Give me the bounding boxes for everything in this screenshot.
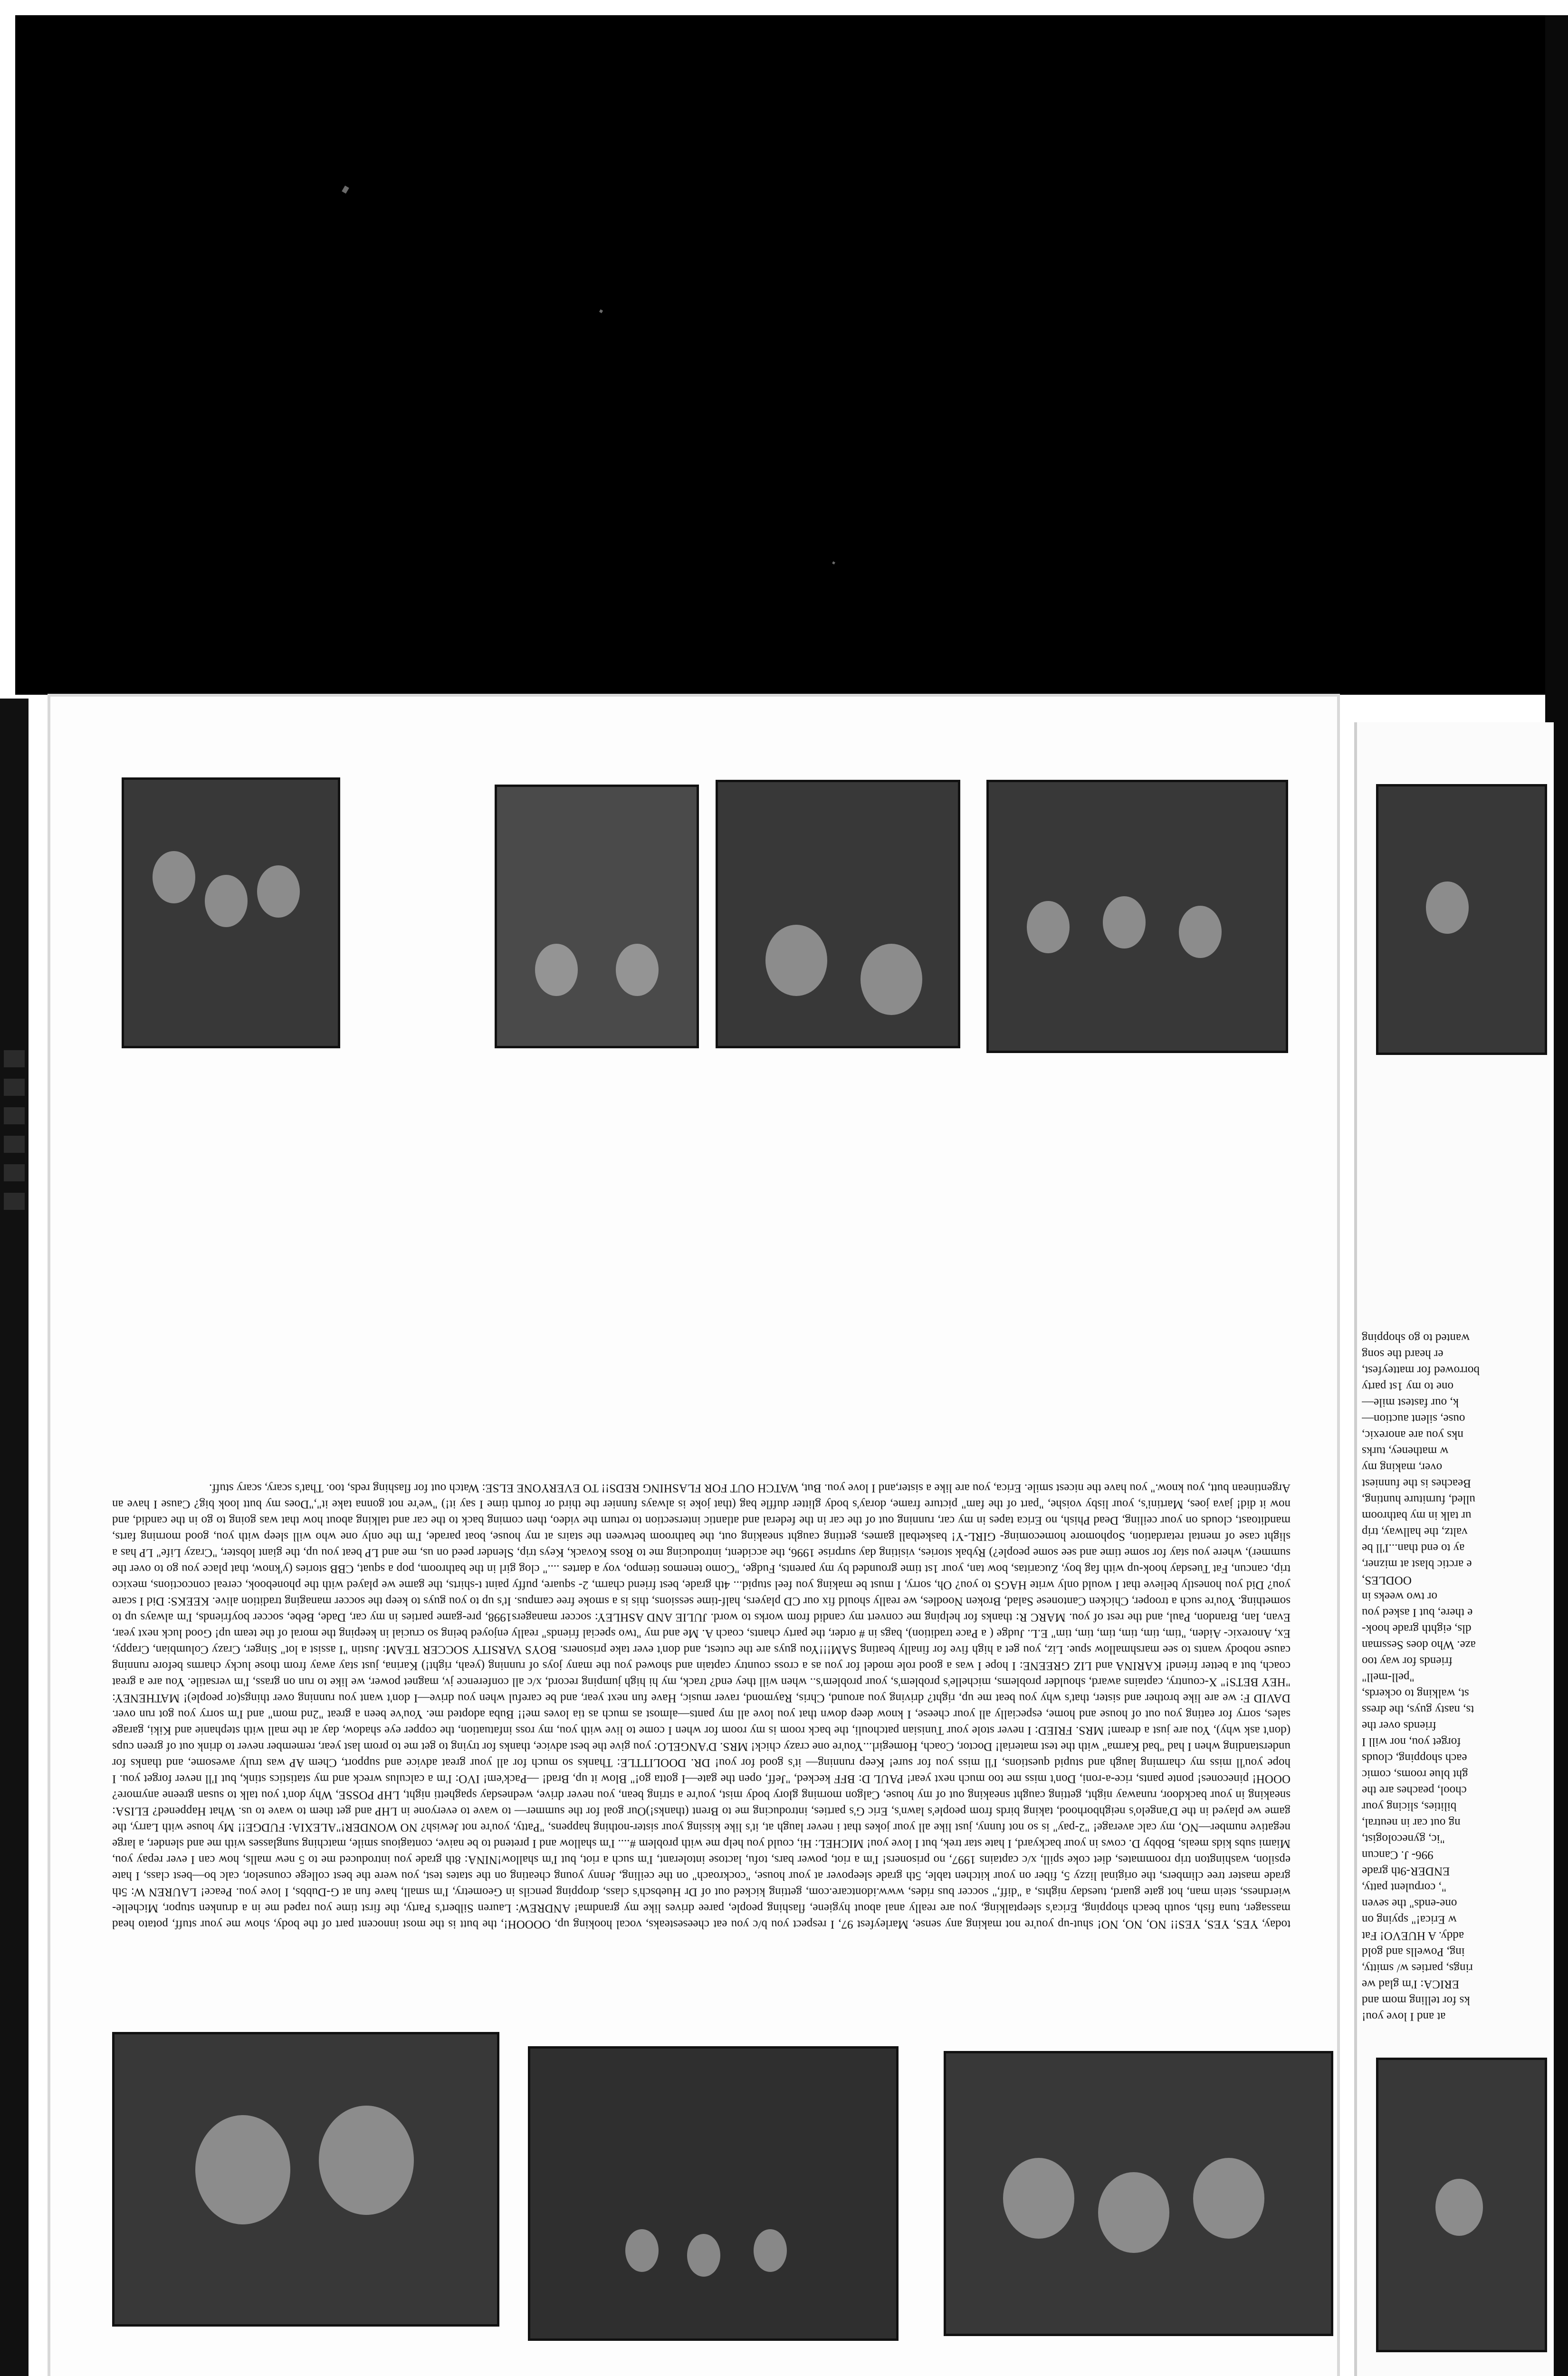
photo-adjacent-bottom [1376, 2058, 1547, 2352]
candid-text-block [112, 1072, 1291, 1932]
edge-line: friends for way too [1362, 1655, 1453, 1667]
edge-line: e there, but I asked you [1362, 1606, 1473, 1619]
edge-line: e arctic blast at mizner, [1362, 1558, 1472, 1571]
edge-line: bilities, slicing your [1362, 1800, 1457, 1813]
edge-line: er heard the song [1362, 1348, 1444, 1360]
edge-line: or two weeks in [1362, 1590, 1437, 1603]
edge-strip [4, 1050, 25, 1067]
adjacent-page-text [1362, 1083, 1552, 2024]
edge-line: "pell-mell" [1362, 1671, 1415, 1684]
edge-strip [4, 1107, 25, 1124]
photo-adjacent-top [1376, 784, 1547, 1055]
edge-line: chool, peaches are the [1362, 1784, 1467, 1797]
edge-line: ENDER-9th grade [1362, 1865, 1450, 1878]
edge-line: st, walking to ockerds, [1362, 1687, 1469, 1700]
photo-group-outdoors [986, 780, 1288, 1053]
edge-line: ulled, furniture hunting, [1362, 1493, 1475, 1506]
photo-group-girls [122, 777, 340, 1048]
edge-line: wanted to go shopping [1362, 1332, 1470, 1344]
edge-line: w matheney, turks [1362, 1445, 1449, 1457]
edge-line: aze. Who does Sessman [1362, 1638, 1476, 1651]
edge-line: addy. A HUEVO! Fat [1362, 1929, 1464, 1942]
edge-line: one-ends" the seven [1362, 1897, 1457, 1910]
edge-line: ng out car in neutral, [1362, 1816, 1461, 1829]
adjacent-page [1354, 722, 1554, 2376]
edge-line: forget you, nor will I [1362, 1735, 1461, 1748]
photo-three-people [944, 2051, 1333, 2336]
edge-line: ur talk in my bathroom [1362, 1509, 1472, 1522]
photo-group-standing [528, 2046, 899, 2341]
edge-line: rings, parties w/ smitty, [1362, 1962, 1473, 1974]
edge-line: each shopping, clouds [1362, 1752, 1467, 1764]
edge-line: ks for telling mom and [1362, 1994, 1470, 2007]
edge-line: w Erica!" spying on [1362, 1913, 1457, 1926]
edge-strip [4, 1164, 25, 1181]
edge-line: Beaches is the funniest [1362, 1477, 1471, 1490]
dust-speck [599, 309, 603, 313]
edge-line: "ic, gynecologist, [1362, 1832, 1445, 1845]
page-stack-edge [0, 699, 29, 2376]
edge-line: 996- J. Cancun [1362, 1849, 1434, 1861]
edge-strip [4, 1079, 25, 1096]
edge-line: dls, eighth grade hook- [1362, 1622, 1472, 1635]
edge-line: borrowed for matteyfest, [1362, 1364, 1480, 1377]
dust-speck [342, 185, 349, 193]
candid-paragraph: today, YES, YES, YES!! NO, NO, NO! shut-up you're not making any sense, Marleyfest 97, I respect you b/c you eat cheesesteaks, vocal hooking up, OOOOH!, the butt is the most innocent part of the body, show me your stuff, potato head massager, tuna fish, south beach shopping, Erica's sleeptalking, you are really anal about hygiene, flashing people, paree drives like my grandma! ANDREW: Lauren Silbert's Party, the first time you raped me in a drunken stupor, Michelle-wierdness, stein man, hot gate guard, tuesday nights, a "diff," soccer bus rides, www.idontcare.com, getting kicked out of Dr Huebsch's class, dropping pencils in Geometry, I'm small, have fun at G-Dubbs, I love you. Peace! LAUREN W: 5th grade master tree climbers, the original lizzy 5, fiber on your kitchen table, 5th grade sleepover at your house, "cockroach" on the ceiling, Jenny young cheating on the states test, you were the best college counselor, calc bo—best class, I hate epsilon, washington trip roommates, diet coke spill, x/c captains 1997, no prisoners! I'm a riot, power bars, tofu, lactose intolerant, I'm such a riot, but I'm shallow!NINA: 8th grade you introduced me to 5 new malls, how can I ever repay you, Miami subs kids meals, Bobby D. cows in your backyard, I hate star trek, but I love you! MICHEL: Hi, could you help me with problem #.... I'm shallow and I pretend to be naive, contagious smile, matching sunglasses with me and slender, a large negative number—NO, my calc average! "2-pay" is so not funny, just like all your jokes that i never laugh at, it's like kissing your sister-nothing happens, "Patty, you're not Jewish? NO WONDER!"ALEXIA: FUDGE!! My house with Larry, the game we played in the D'angelo's neighborhood, taking birds from people's lawn's, Eric G's parties, introducing me to Brent (thanks!)Our goal for the summer— to wave to everyone in LHP and get them to wave to us. What Happened? ELISA: sneaking in your backdoor, runaway night, getting caught sneaking out of my house, Calgon morning glory body mist, you're a string bean, you never drive, wednesday spaghetti night, LHP POSSE, Why don't you talk to susan greene anymore? OOOH! pinecones! ponte pants, rice-a-roni, Don't miss me too much next year! PAUL D: BFF kecked, "Jeff, open the gate—I gotta go!" Blow it up, Brad! —Pack'em! IVO: I'm a calculus wreck and my statistics stink, but I'll never forget you. I hope you'll miss my charming laugh and stupid questions, I'll miss you for sure! Keep running— it's good for you! DR. DOOLITTLE: Thanks so much for all your great advice and support, Chem AP was truly awesome, and thanks for understanding when I had "bad Karma" with the test material! Doctor, Coach, Homegirl...You're one crazy chick! MRS. D'ANGELO: you give the best advice, thanks for trying to get me to prom last year, remember never to drink out of green cups (don't ask why), You are just a dream! MRS. FRIED: I never stole your Tunisian patchouli, the back room is my room for when I come to live with you, my ross infatuation, the copper eye shadow, day at the mall with stephanie and Kiki, garage sales, sorry for eating you out of house and home, especially all your cheese, I know deep down that you love all my pants—almost as much as tia loves me!! Buba adopted me. You've been a great "2nd mom" and I'm sorry you got run over. DAVID F: we are like brother and sister, that's why you beat me up, right? driving you around, Chris, Raymond, raver music, Have fun next year, and be careful when you drive—I don't want you running over things(or people)! MATHENEY: "HEY BETS!" X-country, captains award, shoulder problems, michelle's problem's, your problem's.. when will they end? track, my hi high jumping record, x/c all conference jv, magnet power, we like to run on grass, I'm versatile. You are a great coach, but a better friend! KARINA and LIZ GREENE: I hope I was a good role model for you as a cross country captain and showed you the many joys of running (yeah, right!) Karina, just stay away from those lucky charms before running cause nobody wants to see marshmallow spue. Liz, you get a high five for finally beating SAM!!!You guys are the cutest, and don't ever take prisoners. BOYS VARSITY SOCCER TEAM: Justin "I assist a lot" Singer, Crazy Columbian, Crappy, Ex, Anorexic- Aiden, "tim, tim, tim, tim, tim, tim" E.L. Judge ( a Pace tradition), bags in # order, the party chants, coach A. Me and my "two special friends" really enjoyed being so crucial in keeping the moral of the team up! Good luck next year, Evan, Ian, Brandon, Paul, and the rest of you. MARC R: thanks for helping me convert my candid from works to word. JULIE AND ASHLEY: soccer managers1998, pre-game parties in my car, Dade, Bebe, soccer boyfriends, I'm always up to something. You're such a trooper, Chicken Cantonese Salad, Broken Noodles, we really should fix our CD players, half-time sessions, this is a smoke free campus. It's up to you guys to keep the soccer managing tradition alive. KEEKS: Did I scare you? Did you honestly believe that I would only write HAGS to you? Oh, sorry, I must be making you feel stupid... 4th grade, best friend charm, 2- square, puffy paint t-shirts, the game we played with the phonebook, cereal concoctions, mexico trip, cancun, Fat Tuesday hook-up with fag boy, Zucaritas, bow tan, your 1st time grounded by my parents, Fudge, "Como tenemos tiempo, voy a dartes ...." clog girl in the bathroom, pop a squat, CBB stories (y'know, that place you go to over the summer), where you stay for some time and see some people?) Rybak stories, visiting day surprise 1996, the accident, introducing me to Ross Kovack, Keys trip, Slender peed on us, me and LP beat you up, the giant lobster, "Crazy Life" LP has a slight case of mental retardation, Sophomore homecoming- GIRL-Y! basketball games, getting caught sneaking out, the bathroom between the stairs at my house, boat parade, I'm the only one who will sleep with you, good morning farts, manditoast, clouds on your ceiling, Dead Phish, no Erica tapes in my car, running out of the car in the federal and atlantic intersection to return the video, then coming back to the car and talking about how that was going to go in the candid, and now it did! java joes, Martini's, your lisby voishe, "part of the fam" picture frame, doray's body glitter duffle bag (that joke is always funnier the third or fourth time I say it!) "we're not gonna take it","Does my butt look big? Cause I have an Argentinean butt, you know." you have the nicest smile. Erica, you are like a sister,and I love you. But, WATCH OUT FOR FLASHING REDS!! TO EVERYONE ELSE: Watch out for flashing reds, too. That's scary, scary stuff. [112, 1482, 1291, 1931]
edge-line: ouse, silent auction— [1362, 1412, 1465, 1425]
photo-two-friends [716, 780, 960, 1048]
edge-strip [4, 1136, 25, 1153]
edge-line: one to my 1st party [1362, 1380, 1454, 1393]
edge-line: ts, nasty guys, the dress [1362, 1703, 1474, 1716]
edge-line: ay to end than...I'll be [1362, 1542, 1465, 1554]
edge-line: at and I love you! [1362, 2010, 1446, 2023]
edge-line: valtz, the hallway, trip [1362, 1525, 1468, 1538]
edge-line: ght blue rooms, comic [1362, 1768, 1468, 1781]
edge-line: ERICA: I'm glad we [1362, 1978, 1460, 1991]
edge-strip [4, 1193, 25, 1210]
yearbook-page [48, 694, 1340, 2376]
dust-speck [832, 561, 835, 565]
photo-two-girls-smiling [112, 2032, 499, 2327]
photo-two-people-standing [495, 785, 699, 1048]
edge-line: OODLES, [1362, 1574, 1412, 1587]
edge-line: over, making my [1362, 1461, 1443, 1474]
edge-line: ", corpulent patty, [1362, 1881, 1446, 1894]
edge-line: ing, Powells and gold [1362, 1945, 1465, 1958]
edge-line: nks you are anorexic, [1362, 1428, 1463, 1441]
edge-line: friends over the [1362, 1719, 1436, 1732]
edge-line: k, our fastest mile— [1362, 1396, 1459, 1409]
scan-background-top [15, 15, 1545, 695]
